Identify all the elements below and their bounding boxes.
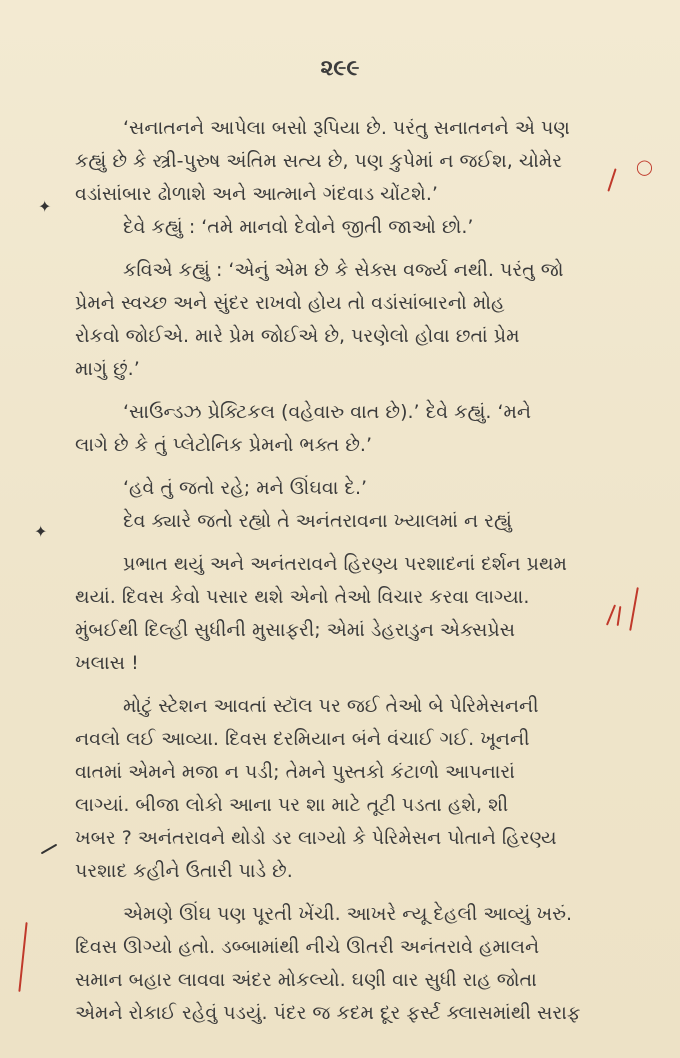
text-line: એમને રોકાઈ રહેવું પડયું. પંદર જ કદમ દૂર ફર્સ્ટ ક્લાસમાંથી સરાફ: [75, 1002, 581, 1024]
text-line: એમણે ઊંઘ પણ પૂરતી ખેંચી. આખરે ન્યૂ દેહલી આવ્યું ખરું.: [123, 903, 573, 925]
margin-tick-mark: ✦: [38, 197, 52, 216]
body-text: [75, 112, 630, 1030]
text-line: માગું છું.’: [75, 358, 140, 380]
text-line: દેવ ક્યારે જતો રહ્યો તે અનંતરાવના ખ્યાલમાં ન રહ્યું: [123, 510, 512, 532]
margin-tick-mark: ✦: [34, 522, 48, 541]
text-line: લાગ્યાં. બીજા લોકો આના પર શા માટે તૂટી પડતા હશે, શી: [75, 794, 509, 816]
text-line: પ્રેમને સ્વચ્છ અને સુંદર રાખવો હોય તો વડાંસાંબારનો મોહ: [75, 292, 505, 314]
text-line: રોકવો જોઈએ. મારે પ્રેમ જોઈએ છે, પરણેલો હોવા છતાં પ્રેમ: [75, 325, 520, 347]
text-line: ‘હવે તું જતો રહે; મને ઊંઘવા દે.’: [123, 477, 368, 499]
text-line: ‘સનાતનને આપેલા બસો રૂપિયા છે. પરંતુ સનાતનને એ પણ: [123, 117, 570, 139]
margin-pen-stroke: [41, 844, 58, 855]
text-line: કવિએ કહ્યું : ‘એનું એમ છે કે સેક્સ વર્જ્ય નથી. પરંતુ જો: [123, 259, 564, 281]
text-line: વાતમાં એમને મજા ન પડી; તેમને પુસ્તકો કંટાળો આપનારાં: [75, 761, 515, 783]
text-line: લાગે છે કે તું પ્લેટોનિક પ્રેમનો ભક્ત છે.’: [75, 434, 373, 456]
text-line: વડાંસાંબાર ઢોળાશે અને આત્માને ગંદવાડ ચોંટશે.’: [75, 183, 438, 205]
text-line: ખલાસ !: [75, 652, 139, 674]
text-line: દિવસ ઊગ્યો હતો. ડબ્બામાંથી નીચે ઊતરી અનંતરાવે હમાલને: [75, 936, 540, 958]
text-line: ‘સાઉન્ડઝ પ્રેક્ટિકલ (વહેવારુ વાત છે).’ દેવે કહ્યું. ‘મને: [123, 401, 532, 423]
margin-circle-mark: ◯: [636, 158, 653, 176]
page-number: ૨૯૯: [320, 56, 360, 81]
text-line: પરશાદ કહીને ઉતારી પાડે છે.: [75, 860, 293, 882]
text-line: ખબર ? અનંતરાવને થોડો ડર લાગ્યો કે પેરિમેસન પોતાને હિરણ્ય: [75, 827, 557, 849]
text-line: દેવે કહ્યું : ‘તમે માનવો દેવોને જીતી જાઓ છો.’: [123, 216, 474, 238]
margin-pen-stroke: [18, 922, 27, 992]
text-line: મોટું સ્ટેશન આવતાં સ્ટૉલ પર જઈ તેઓ બે પેરિમેસનની: [123, 695, 539, 717]
margin-pen-stroke: [629, 587, 639, 631]
text-line: કહ્યું છે કે સ્ત્રી-પુરુષ અંતિમ સત્ય છે, પણ કુપેમાં ન જઈશ, ચોમેર: [75, 150, 563, 172]
text-line: પ્રભાત થયું અને અનંતરાવને હિરણ્ય પરશાદનાં દર્શન પ્રથમ: [123, 553, 567, 575]
text-line: સમાન બહાર લાવવા અંદર મોકલ્યો. ઘણી વાર સુધી રાહ જોતા: [75, 969, 537, 991]
text-line: થયાં. દિવસ કેવો પસાર થશે એનો તેઓ વિચાર કરવા લાગ્યા.: [75, 586, 530, 608]
text-line: નવલો લઈ આવ્યા. દિવસ દરમિયાન બંને વંચાઈ ગઈ. ખૂનની: [75, 728, 530, 750]
text-line: મુંબઈથી દિલ્હી સુધીની મુસાફરી; એમાં ડેહરાડુન એક્સપ્રેસ: [75, 619, 516, 641]
